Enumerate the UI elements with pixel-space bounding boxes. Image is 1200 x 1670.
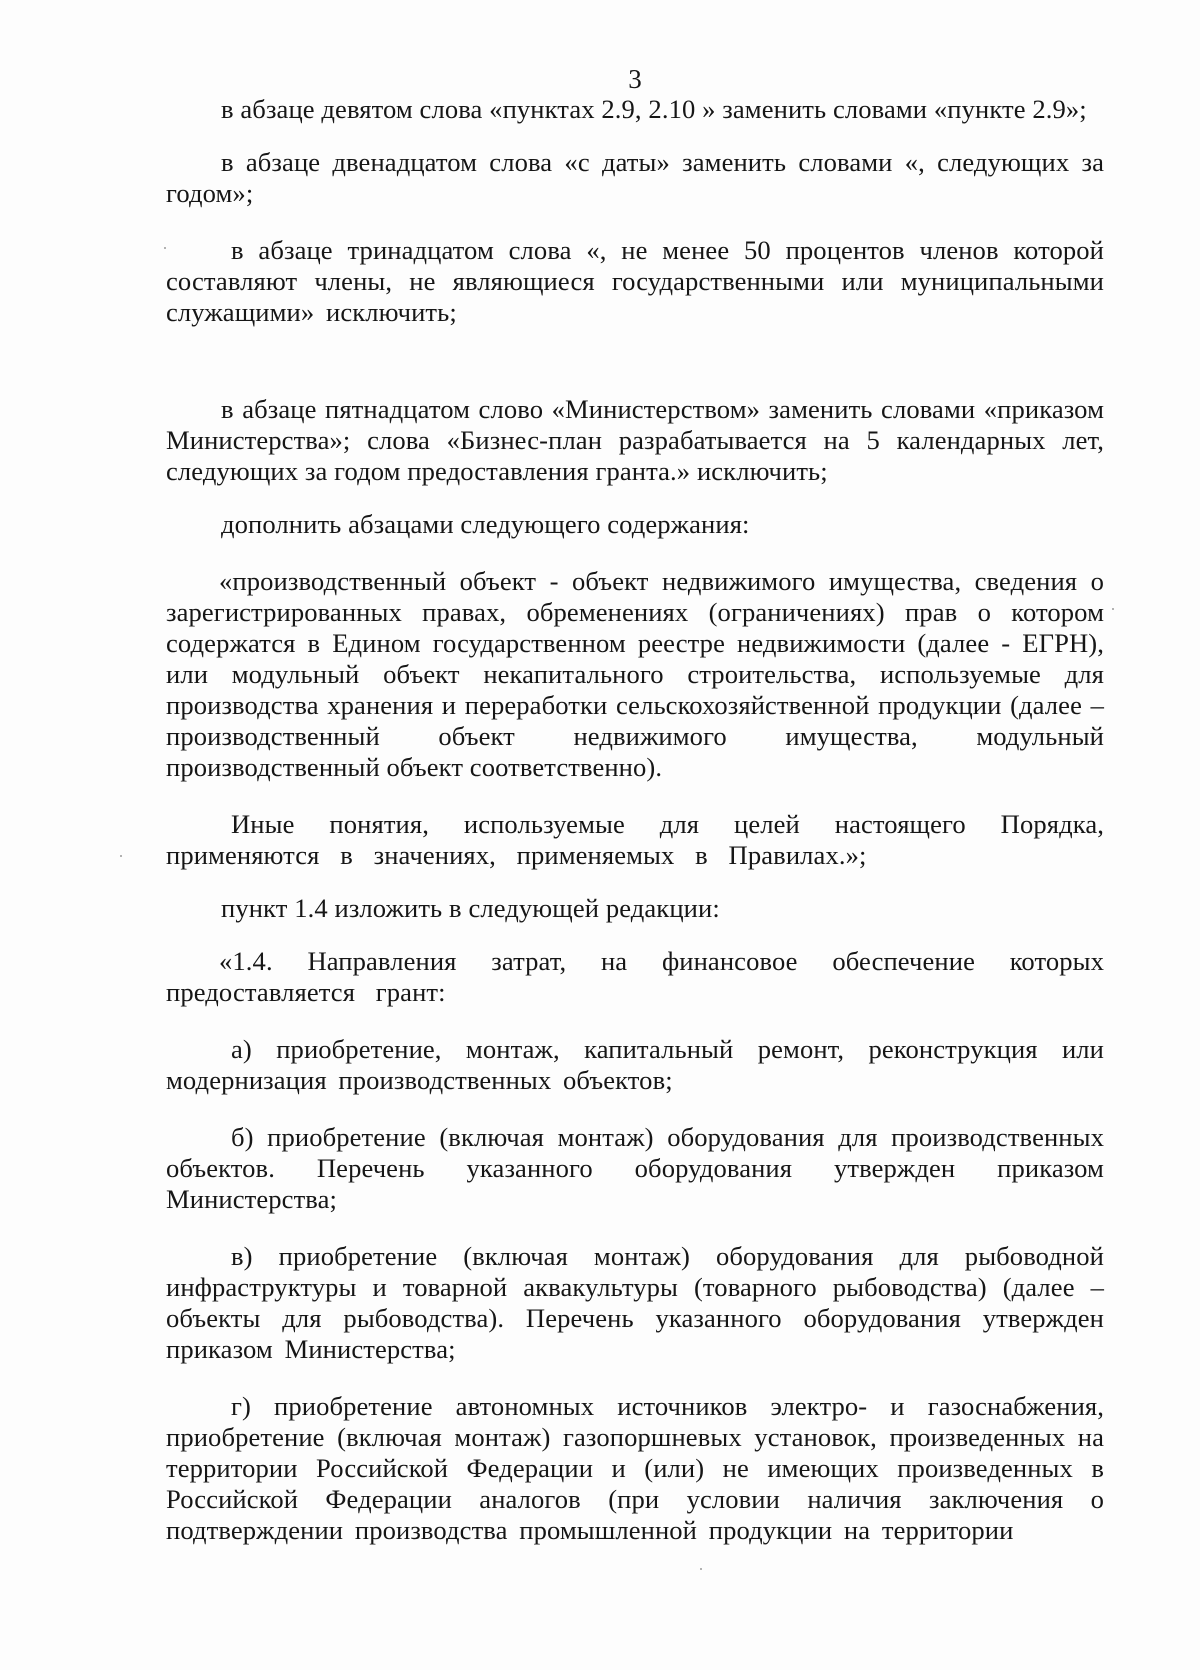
paragraph-12: в) приобретение (включая монтаж) оборудования для рыбоводной инфраструктуры и товарной аквакультуры (товарного рыбоводства) (далее – объекты для рыбоводства). Перечень указанного оборудования утвержден приказом Министерства;	[166, 1241, 1104, 1364]
paragraph-10: а) приобретение, монтаж, капитальный ремонт, реконструкция или модернизация производственных объектов;	[166, 1034, 1104, 1095]
paragraph-5: дополнить абзацами следующего содержания:	[221, 509, 750, 539]
document-body	[166, 94, 1104, 1546]
paragraph-8: пункт 1.4 изложить в следующей редакции:	[221, 893, 720, 923]
paragraph-3: в абзаце тринадцатом слова «, не менее 50 процентов членов которой составляют члены, не являющиеся государственными или муниципальными служащими» исключить;	[166, 235, 1104, 327]
scan-speck	[1112, 608, 1114, 610]
paragraph-7: Иные понятия, используемые для целей настоящего Порядка, применяются в значениях, применяемых в Правилах.»;	[166, 809, 1104, 870]
scan-speck	[700, 1568, 702, 1570]
paragraph-6: «производственный объект - объект недвижимого имущества, сведения о зарегистрированных правах, обременениях (ограничениях) прав о котором содержатся в Едином государственном реестре недвижимости (далее - ЕГРН), или модульный объект некапитального строительства, используемые для производства хранения и переработки сельскохозяйственной продукции (далее – производственный объект недвижимого имущества, модульный производственный объект соответственно).	[166, 566, 1104, 782]
page-number: 3	[628, 64, 642, 94]
scan-speck	[164, 247, 166, 249]
paragraph-9: «1.4. Направления затрат, на финансовое обеспечение которых предоставляется грант:	[166, 946, 1104, 1007]
paragraph-2: в абзаце двенадцатом слова «с даты» заменить словами «, следующих за годом»;	[166, 147, 1104, 208]
paragraph-1: в абзаце девятом слова «пунктах 2.9, 2.10 » заменить словами «пункте 2.9»;	[221, 94, 1087, 124]
scan-speck	[120, 855, 122, 857]
paragraph-13: г) приобретение автономных источников электро- и газоснабжения, приобретение (включая монтаж) газопоршневых установок, произведенных на территории Российской Федерации и (или) не имеющих произведенных в Российской Федерации аналогов (при условии наличия заключения о подтверждении производства промышленной продукции на территории	[166, 1391, 1104, 1545]
paragraph-4: в абзаце пятнадцатом слово «Министерством» заменить словами «приказом Министерства»; слова «Бизнес-план разрабатывается на 5 календарных лет, следующих за годом предоставления гранта.» исключить;	[166, 394, 1104, 486]
paragraph-11: б) приобретение (включая монтаж) оборудования для производственных объектов. Перечень указанного оборудования утвержден приказом Министерства;	[166, 1122, 1104, 1214]
